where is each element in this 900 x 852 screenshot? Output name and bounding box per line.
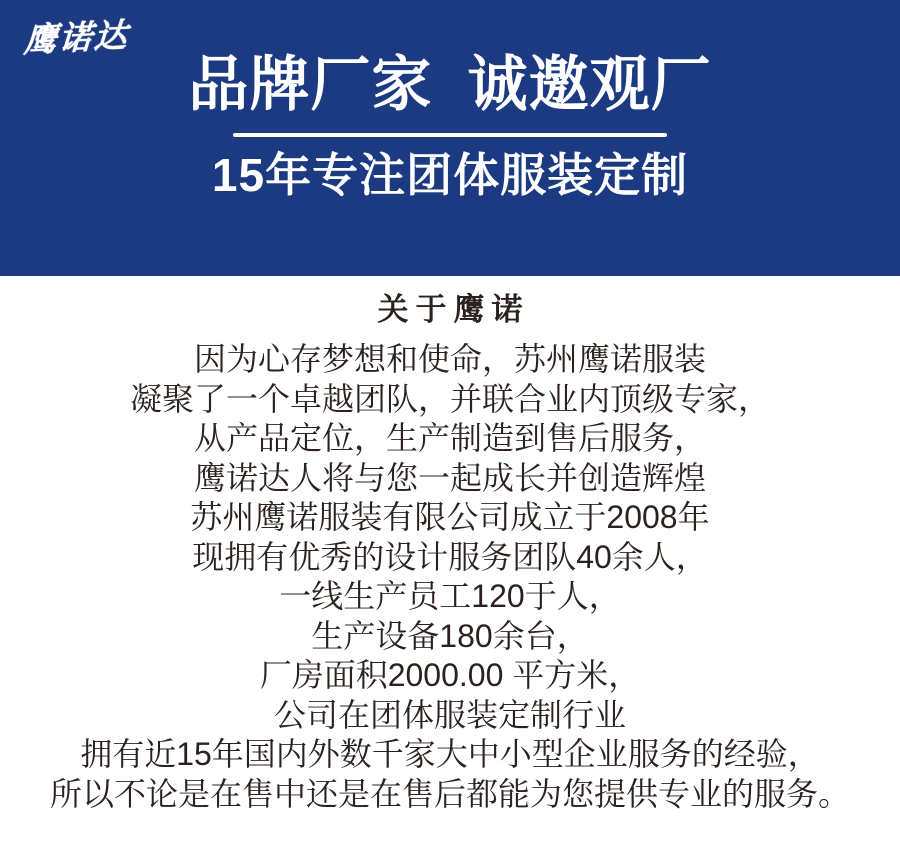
banner-subtitle: 15年专注团体服装定制: [211, 148, 689, 201]
about-line: 生产设备180余台，: [311, 617, 589, 654]
about-line: 鹰诺达人将与您一起成长并创造辉煌: [193, 459, 706, 496]
brand-logo: 鹰诺达: [22, 16, 130, 59]
about-line: 所以不论是在售中还是在售后都能为您提供专业的服务。: [49, 775, 850, 812]
about-line: 现拥有优秀的设计服务团队40余人，: [192, 538, 708, 575]
about-line: 厂房面积2000.00 平方米，: [259, 657, 641, 694]
about-line: 从产品定位，生产制造到售后服务，: [193, 420, 706, 457]
banner: [0, 0, 900, 276]
about-line: 凝聚了一个卓越团队，并联合业内顶级专家，: [129, 380, 770, 417]
about-heading: 关于鹰诺: [377, 292, 530, 327]
about-line: 公司在团体服装定制行业: [273, 696, 626, 733]
about-section: [0, 276, 900, 814]
about-line: 一线生产员工120于人，: [279, 578, 621, 615]
about-line: 因为心存梦想和使命，苏州鹰诺服装: [193, 341, 706, 378]
about-text: [0, 340, 900, 814]
banner-title: 品牌厂家 诚邀观厂: [188, 51, 712, 118]
title-underline: [233, 133, 667, 137]
about-line: 苏州鹰诺服装有限公司成立于2008年: [190, 499, 710, 536]
about-line: 拥有近15年国内外数千家大中小型企业服务的经验，: [80, 736, 820, 773]
